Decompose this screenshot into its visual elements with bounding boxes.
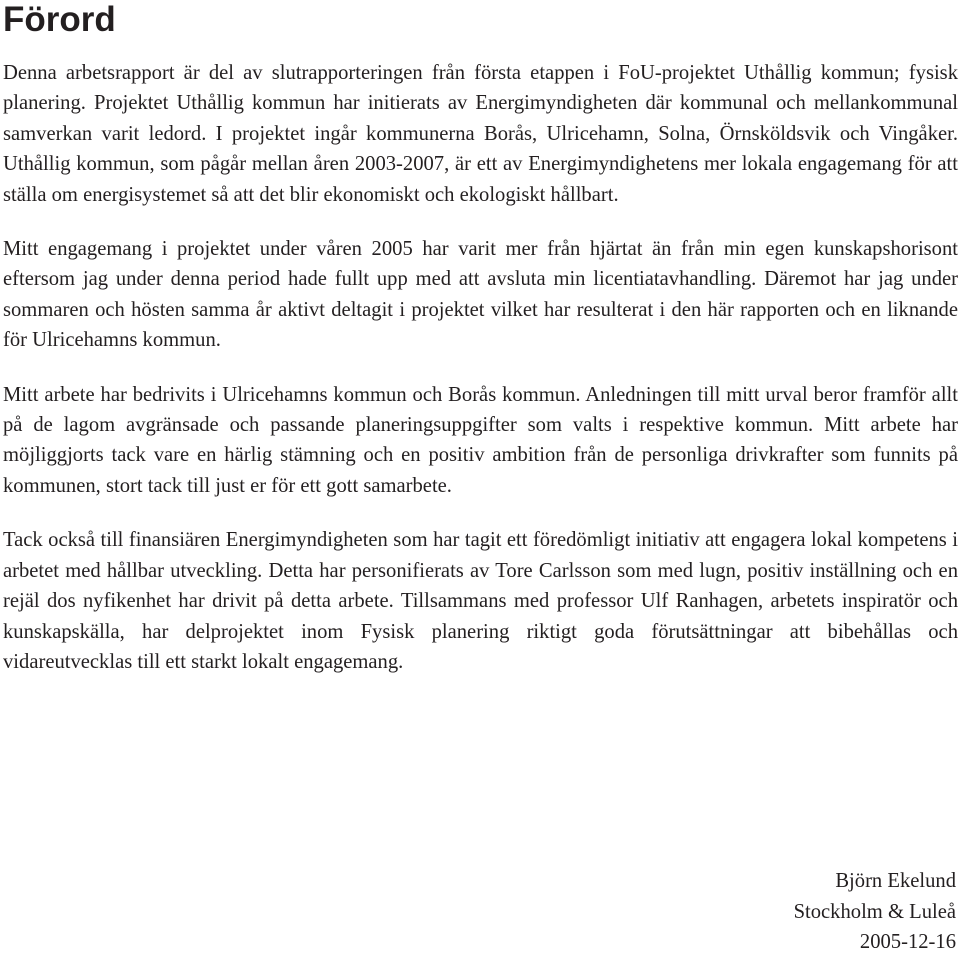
paragraph-4: Tack också till finansiären Energimyndigheten som har tagit ett föredömligt initiativ att engagera lokal kompetens i arbetet med hållbar utveckling. Detta har personifierats av Tore Carlsson som med lugn, positiv inställning och en rejäl dos nyfikenhet har drivit på detta arbete. Tillsammans med professor Ulf Ranhagen, arbetets inspiratör och kunskapskälla, har delprojektet inom Fysisk planering riktigt goda förutsättningar att bibehållas och vidareutvecklas till ett starkt lokalt engagemang.	[3, 529, 958, 673]
paragraph-2: Mitt engagemang i projektet under våren 2005 har varit mer från hjärtat än från min egen kunskapshorisont eftersom jag under denna period hade fullt upp med att avsluta min licentiatavhandling. Däremot har jag under sommaren och hösten samma år aktivt deltagit i projektet vilket har resulterat i den här rapporten och en liknande för Ulricehamns kommun.	[3, 238, 958, 352]
body-text	[3, 58, 958, 701]
signature-name: Björn Ekelund	[835, 870, 956, 892]
paragraph-1: Denna arbetsrapport är del av slutrapporteringen från första etappen i FoU-projektet Uthållig kommun; fysisk planering. Projektet Uthållig kommun har initierats av Energimyndigheten där kommunal och mellankommunal samverkan varit ledord. I projektet ingår kommunerna Borås, Ulricehamn, Solna, Örnsköldsvik och Vingåker. Uthållig kommun, som pågår mellan åren 2003-2007, är ett av Energimyndighetens mer lokala engagemang för att ställa om energisystemet så att det blir ekonomiskt och ekologiskt hållbart.	[3, 62, 958, 206]
paragraph-3: Mitt arbete har bedrivits i Ulricehamns kommun och Borås kommun. Anledningen till mitt urval beror framför allt på de lagom avgränsade och passande planeringsuppgifter som valts i respektive kommun. Mitt arbete har möjliggjorts tack vare en härlig stämning och en positiv ambition från de personliga drivkrafter som funnits på kommunen, stort tack till just er för ett gott samarbete.	[3, 383, 958, 497]
signature-place: Stockholm & Luleå	[793, 900, 956, 923]
signature-block	[794, 866, 956, 958]
page-title: Förord	[3, 0, 116, 39]
signature-date: 2005-12-16	[859, 931, 956, 953]
